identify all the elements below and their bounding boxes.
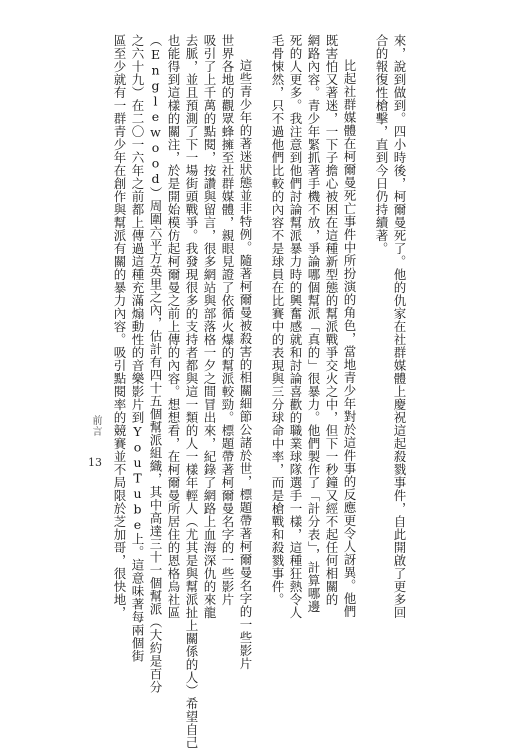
text-column: 也能得到這樣的關注，於是開始模仿起柯爾曼之前上傳的內容。想想看，在柯爾曼所居住的恩格烏社區 bbox=[166, 34, 181, 619]
text-column: 這些青少年的著迷狀態並非特例。隨著柯爾曼被殺害的相關細節公諸於世，標題帶著柯爾曼名字的一些影片 bbox=[238, 59, 253, 670]
text-column: 合的報復性槍擊，直到今日仍持續著。 bbox=[374, 34, 389, 255]
text-column: 世界各地的觀眾蜂擁至社群媒體，親眼見證了依循火爆的幫派較勁。標題帶著柯爾曼名字的一些影片 bbox=[220, 34, 235, 606]
body-text bbox=[110, 34, 408, 749]
page-number: 13 bbox=[88, 456, 102, 469]
section-label: 前言 bbox=[90, 415, 101, 437]
text-column: 比起社群媒體在柯爾曼死亡事件中所扮演的角色，當地青少年對於這件事的反應更令人訝異。他們 bbox=[342, 59, 357, 618]
text-column: 去脈，並且預測了下一場街頭戰爭。我發現很多的支持者都與這一類的人一樣年輕人（尤其是與幫派扯上關係的人）希望自己 bbox=[184, 34, 199, 749]
text-column: 吸引了上千萬的點閱，按讚與留言，很多網站與部落格一夕之間冒出來，紀錄了網路上血海深仇的來龍 bbox=[202, 34, 217, 619]
text-column: 毛骨悚然，只不過他們比較的內容不是球員在比賽中的表現與三分球命中率，而是槍戰和殺戮事件。 bbox=[270, 34, 285, 606]
text-column: 來，說到做到。四小時後，柯爾曼死了。他的仇家在社群媒體上慶祝這起殺戮事件，自此開啟了更多回 bbox=[392, 34, 407, 619]
text-column: 區至少就有一群青少年在創作與幫派有關的暴力內容。吸引點閱率的競賽並不局限於芝加哥，很快地， bbox=[112, 34, 127, 619]
text-column: 網路內容。青少年緊抓著手機不放，爭論哪個幫派「真的」很暴力。他們製作了「計分表」，計算哪邊 bbox=[306, 34, 321, 613]
text-column: 死的人更多。我注意到他們討論幫派暴力時的興奮感就和討論喜歡的職業球隊選手一樣，這種狂熱令人 bbox=[288, 34, 303, 619]
text-column: 之六十九）在二〇一六年之前都上傳過這種充滿煽動性的音樂影片到YouTube上。這意味著每兩個街 bbox=[130, 34, 145, 663]
text-column: （Englewood）周圍六平方英里之內，估計有四十五個幫派組織，其中高達三十一個幫派（大約是百分 bbox=[148, 34, 163, 694]
text-column: 既害怕又著迷，一下子擔心被困在這種新型態的幫派戰爭交火之中，但下一秒鐘又經不起任何相關的 bbox=[324, 34, 339, 606]
